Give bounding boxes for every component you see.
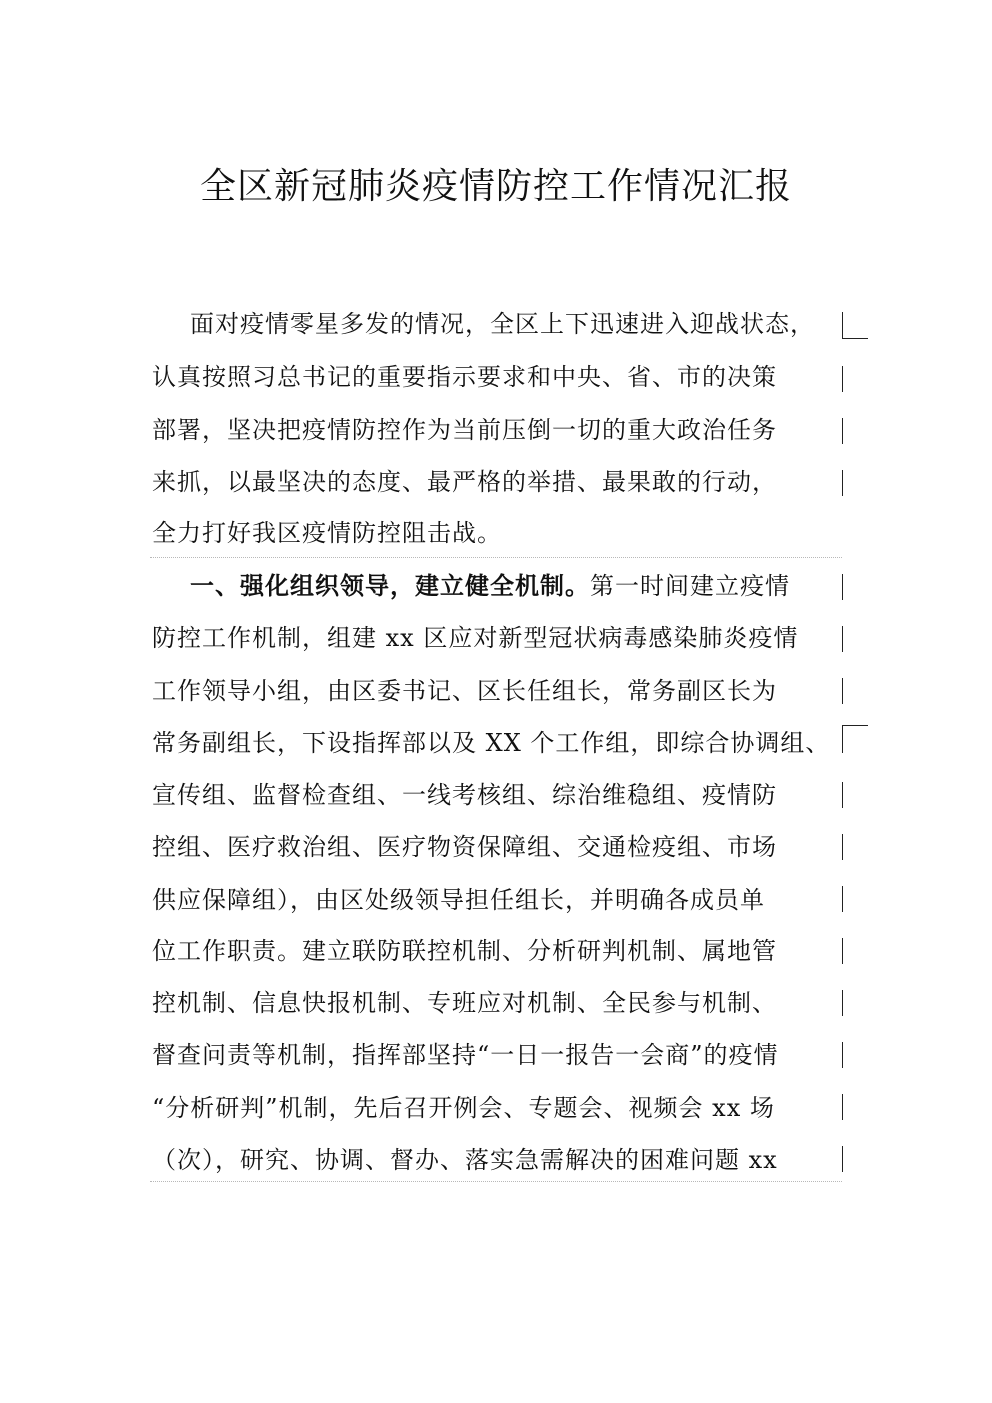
paragraph-line: 全力打好我区疫情防控阻击战。 [152,519,502,547]
right-edge-marker [842,1146,843,1172]
right-edge-marker [842,725,843,753]
right-edge-tick [842,725,868,726]
paragraph-line [190,566,852,606]
line-separator [150,1181,842,1182]
right-edge-tick [842,338,868,339]
right-edge-marker [842,990,843,1016]
right-edge-marker [842,574,843,600]
paragraph-line: 位工作职责。建立联防联控机制、分析研判机制、属地管 [152,937,777,965]
right-edge-marker [842,678,843,704]
paragraph-line: 常务副组长，下设指挥部以及 XX 个工作组，即综合协调组、 [152,729,831,757]
right-edge-marker [842,418,843,444]
document-title: 全区新冠肺炎疫情防控工作情况汇报 [199,166,792,207]
paragraph-line: 部署，坚决把疫情防控作为当前压倒一切的重大政治任务 [152,416,777,444]
line-separator [150,557,842,558]
paragraph-line: 工作领导小组，由区委书记、区长任组长，常务副区长为 [152,677,777,705]
paragraph-line: 宣传组、监督检查组、一线考核组、综治维稳组、疫情防 [152,781,777,809]
paragraph-text: 第一时间建立疫情 [590,572,790,600]
right-edge-marker [842,1042,843,1068]
paragraph-line: 督查问责等机制，指挥部坚持“一日一报告一会商”的疫情 [152,1041,779,1069]
right-edge-marker [842,782,843,808]
paragraph-line: （次），研究、协调、督办、落实急需解决的困难问题 xx [152,1146,778,1174]
paragraph-line: 供应保障组），由区处级领导担任组长，并明确各成员单 [152,886,765,914]
right-edge-marker [842,470,843,496]
section-heading: 一、强化组织领导，建立健全机制。 [190,572,590,600]
paragraph-line: 防控工作机制，组建 xx 区应对新型冠状病毒感染肺炎疫情 [152,624,799,652]
paragraph-line: “分析研判”机制，先后召开例会、专题会、视频会 xx 场 [152,1094,775,1122]
paragraph-line: 控组、医疗救治组、医疗物资保障组、交通检疫组、市场 [152,833,777,861]
paragraph-line: 来抓，以最坚决的态度、最严格的举措、最果敢的行动， [152,468,777,496]
paragraph-line: 面对疫情零星多发的情况，全区上下迅速进入迎战状态， [190,310,815,338]
right-edge-marker [842,366,843,392]
right-edge-marker [842,834,843,860]
right-edge-marker [842,1094,843,1120]
right-edge-marker [842,886,843,912]
right-edge-marker [842,626,843,652]
right-edge-marker [842,312,843,338]
paragraph-line: 控机制、信息快报机制、专班应对机制、全民参与机制、 [152,989,777,1017]
paragraph-line: 认真按照习总书记的重要指示要求和中央、省、市的决策 [152,363,777,391]
right-edge-marker [842,938,843,964]
